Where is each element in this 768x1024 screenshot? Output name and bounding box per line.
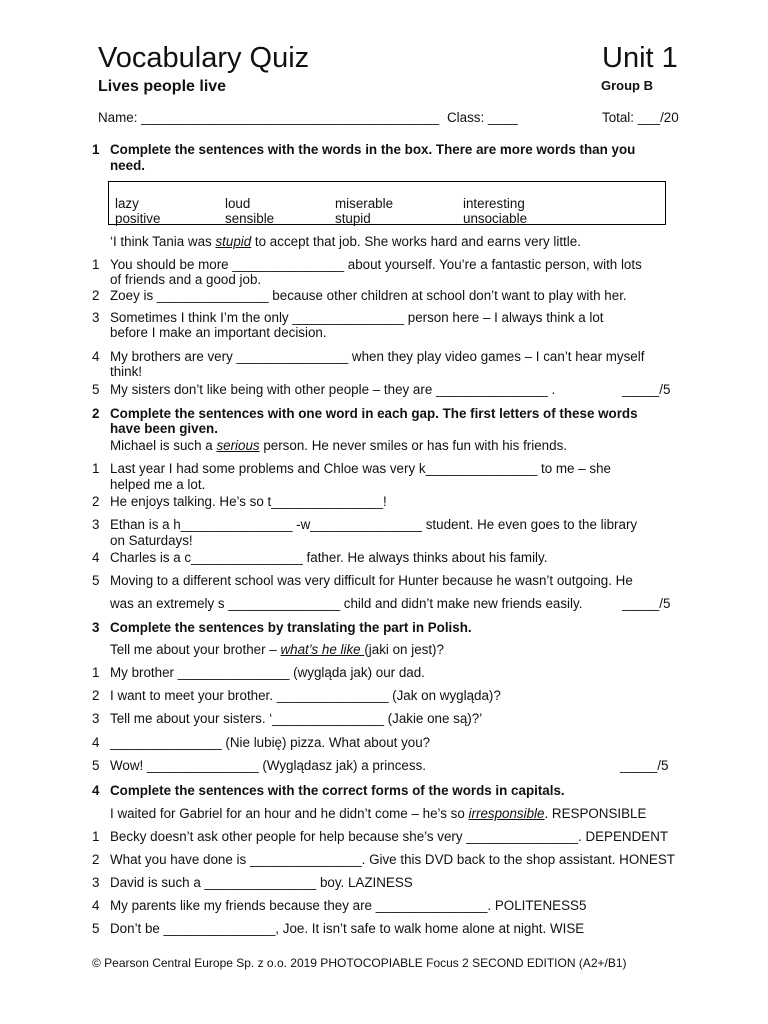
example-answer: what’s he like bbox=[280, 642, 365, 657]
class-field: Class: ____ bbox=[447, 110, 518, 125]
item-text: Last year I had some problems and Chloe was very k_______________ to me – she bbox=[110, 461, 611, 476]
total-field: Total: ___/20 bbox=[602, 110, 679, 125]
group-label: Group B bbox=[601, 78, 653, 93]
example-answer: irresponsible bbox=[468, 806, 545, 821]
item-number: 1 bbox=[92, 461, 100, 476]
section-2-instruction-cont: have been given. bbox=[110, 421, 218, 436]
example-text: . RESPONSIBLE bbox=[544, 806, 647, 821]
item-text: Sometimes I think I’m the only _______________ person here – I always think a lot bbox=[110, 310, 604, 325]
example-text: Michael is such a bbox=[110, 438, 217, 453]
item-text-cont: was an extremely s _______________ child and didn’t make new friends easily. bbox=[110, 596, 583, 611]
item-text-cont: of friends and a good job. bbox=[110, 272, 262, 287]
page-title: Vocabulary Quiz bbox=[98, 42, 310, 74]
example-text: Tell me about your brother – bbox=[110, 642, 281, 657]
name-field: Name: ________________________________________ bbox=[98, 110, 440, 125]
item-text: Tell me about your sisters. ‘_______________ (Jakie one są)?’ bbox=[110, 711, 483, 726]
word-box-item: interesting bbox=[463, 196, 525, 211]
example-answer: serious bbox=[216, 438, 260, 453]
item-text: What you have done is _______________. Give this DVD back to the shop assistant. HONEST bbox=[110, 852, 675, 867]
item-number: 4 bbox=[92, 349, 100, 364]
item-number: 4 bbox=[92, 735, 100, 750]
section-2-example bbox=[110, 438, 567, 453]
section-4-number: 4 bbox=[92, 783, 100, 798]
item-number: 4 bbox=[92, 550, 100, 565]
item-number: 1 bbox=[92, 257, 100, 272]
section-score: _____/5 bbox=[622, 382, 671, 397]
item-text: Wow! _______________ (Wyglądasz jak) a princess. bbox=[110, 758, 426, 773]
item-text: He enjoys talking. He’s so t_______________! bbox=[110, 494, 387, 509]
item-text: Don’t be _______________, Joe. It isn’t safe to walk home alone at night. WISE bbox=[110, 921, 585, 936]
item-text: My brother _______________ (wygląda jak) our dad. bbox=[110, 665, 425, 680]
item-number: 5 bbox=[92, 921, 100, 936]
section-2-number: 2 bbox=[92, 406, 100, 421]
item-text: Zoey is _______________ because other children at school don’t want to play with her. bbox=[110, 288, 627, 303]
section-3-number: 3 bbox=[92, 620, 100, 635]
section-1-number: 1 bbox=[92, 142, 100, 157]
page-subtitle: Lives people live bbox=[98, 78, 227, 95]
item-number: 4 bbox=[92, 898, 100, 913]
section-3-instruction: Complete the sentences by translating the part in Polish. bbox=[110, 620, 472, 635]
section-4-example bbox=[110, 806, 646, 821]
section-1-instruction: Complete the sentences with the words in the box. There are more words than you bbox=[110, 142, 636, 157]
example-text: (jaki on jest)? bbox=[364, 642, 444, 657]
item-number: 5 bbox=[92, 382, 100, 397]
item-number: 5 bbox=[92, 573, 100, 588]
item-text: I want to meet your brother. _______________ (Jak on wygląda)? bbox=[110, 688, 501, 703]
footer-copyright: © Pearson Central Europe Sp. z o.o. 2019 PHOTOCOPIABLE Focus 2 SECOND EDITION (A2+/B1) bbox=[92, 956, 627, 970]
item-number: 2 bbox=[92, 688, 100, 703]
item-text: My parents like my friends because they are _______________. POLITENESS5 bbox=[110, 898, 587, 913]
unit-label: Unit 1 bbox=[602, 42, 678, 74]
item-text-cont: on Saturdays! bbox=[110, 533, 193, 548]
item-number: 3 bbox=[92, 310, 100, 325]
section-4-instruction: Complete the sentences with the correct forms of the words in capitals. bbox=[110, 783, 565, 798]
word-box-item: loud bbox=[225, 196, 251, 211]
example-text: person. He never smiles or has fun with his friends. bbox=[259, 438, 567, 453]
item-number: 2 bbox=[92, 852, 100, 867]
item-number: 1 bbox=[92, 829, 100, 844]
item-text: Moving to a different school was very difficult for Hunter because he wasn’t outgoing. He bbox=[110, 573, 633, 588]
item-text: Charles is a c_______________ father. He always thinks about his family. bbox=[110, 550, 548, 565]
item-number: 3 bbox=[92, 711, 100, 726]
word-box-item: unsociable bbox=[463, 211, 528, 226]
item-number: 1 bbox=[92, 665, 100, 680]
item-number: 2 bbox=[92, 288, 100, 303]
section-score: _____/5 bbox=[620, 758, 669, 773]
word-box-item: stupid bbox=[335, 211, 371, 226]
word-box-item: sensible bbox=[225, 211, 275, 226]
example-text: to accept that job. She works hard and earns very little. bbox=[251, 234, 581, 249]
item-text: Ethan is a h_______________ -w_______________ student. He even goes to the library bbox=[110, 517, 638, 532]
item-text: _______________ (Nie lubię) pizza. What about you? bbox=[110, 735, 431, 750]
item-text-cont: think! bbox=[110, 364, 143, 379]
item-text: David is such a _______________ boy. LAZINESS bbox=[110, 875, 413, 890]
word-box bbox=[108, 181, 666, 225]
section-2-instruction: Complete the sentences with one word in each gap. The first letters of these words bbox=[110, 406, 638, 421]
example-answer: stupid bbox=[215, 234, 252, 249]
item-text: You should be more _______________ about yourself. You’re a fantastic person, with lots bbox=[110, 257, 642, 272]
item-text-cont: before I make an important decision. bbox=[110, 325, 327, 340]
item-number: 3 bbox=[92, 517, 100, 532]
word-box-item: lazy bbox=[115, 196, 139, 211]
word-box-item: miserable bbox=[335, 196, 394, 211]
section-score: _____/5 bbox=[622, 596, 671, 611]
section-1-example bbox=[110, 234, 581, 249]
section-1-instruction-cont: need. bbox=[110, 158, 145, 173]
item-text-cont: helped me a lot. bbox=[110, 477, 206, 492]
item-number: 2 bbox=[92, 494, 100, 509]
example-text: ‘I think Tania was bbox=[110, 234, 216, 249]
item-number: 5 bbox=[92, 758, 100, 773]
item-text: My sisters don’t like being with other people – they are _______________ . bbox=[110, 382, 556, 397]
item-text: Becky doesn’t ask other people for help because she’s very _______________. DEPENDENT bbox=[110, 829, 669, 844]
section-3-example bbox=[110, 642, 444, 657]
example-text: I waited for Gabriel for an hour and he didn’t come – he’s so bbox=[110, 806, 469, 821]
item-number: 3 bbox=[92, 875, 100, 890]
item-text: My brothers are very _______________ when they play video games – I can’t hear myself bbox=[110, 349, 645, 364]
word-box-item: positive bbox=[115, 211, 161, 226]
